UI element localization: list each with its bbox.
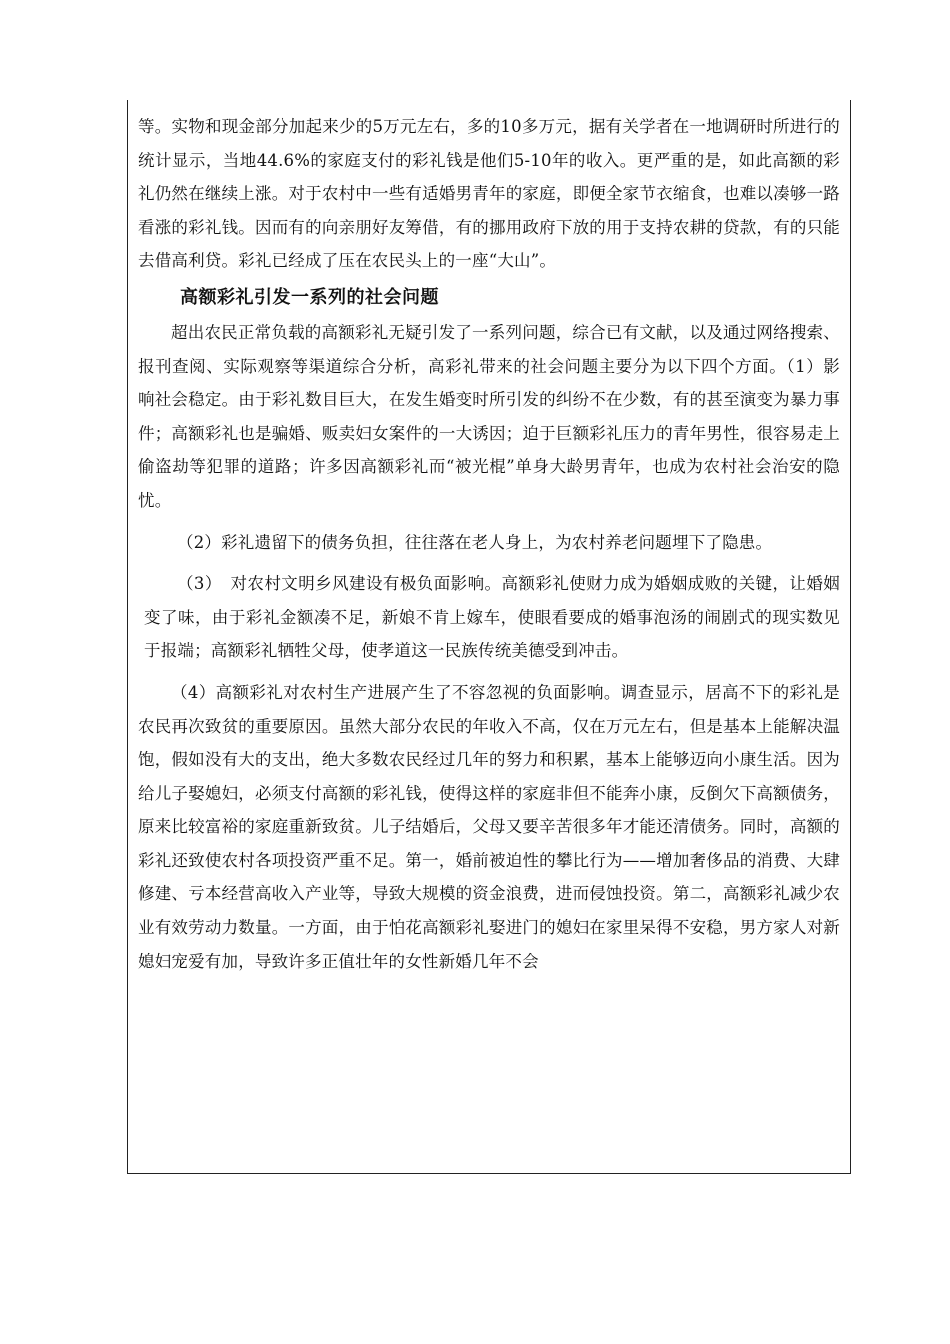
paragraph-point-4: （4）高额彩礼对农村生产进展产生了不容忽视的负面影响。调查显示，居高不下的彩礼是农民再次致贫的重要原因。虽然大部分农民的年收入不高，仅在万元左右，但是基本上能解决温饱，假如没有大的支出，绝大多数农民经过几年的努力和积累，基本上能够迈向小康生活。因为给儿子娶媳妇，必须支付高额的彩礼钱，使得这样的家庭非但不能奔小康，反倒欠下高额债务，原来比较富裕的家庭重新致贫。儿子结婚后，父母又要辛苦很多年才能还清债务。同时，高额的彩礼还致使农村各项投资严重不足。第一，婚前被迫性的攀比行为——增加奢侈品的消费、大肆修建、亏本经营高收入产业等，导致大规模的资金浪费，进而侵蚀投资。第二，高额彩礼减少农业有效劳动力数量。一方面，由于怕花高额彩礼娶进门的媳妇在家里呆得不安稳，男方家人对新媳妇宠爱有加，导致许多正值壮年的女性新婚几年不会 (138, 682, 840, 971)
document-body (138, 110, 840, 978)
paragraph-point-3: （3） 对农村文明乡风建设有极负面影响。高额彩礼使财力成为婚姻成败的关键，让婚姻变了味，由于彩礼金额凑不足，新娘不肯上嫁车，使眼看要成的婚事泡汤的闹剧式的现实数见于报端；高额彩礼牺牲父母，使孝道这一民族传统美德受到冲击。 (144, 574, 840, 661)
paragraph-intro: 超出农民正常负载的高额彩礼无疑引发了一系列问题，综合已有文献，以及通过网络搜索、报刊查阅、实际观察等渠道综合分析，高彩礼带来的社会问题主要分为以下四个方面。（1）影响社会稳定。由于彩礼数目巨大，在发生婚变时所引发的纠纷不在少数，有的甚至演变为暴力事件；高额彩礼也是骗婚、贩卖妇女案件的一大诱因；迫于巨额彩礼压力的青年男性，很容易走上偷盗劫等犯罪的道路；许多因高额彩礼而“被光棍”单身大龄男青年，也成为农村社会治安的隐忧。 (138, 322, 840, 510)
paragraph-continuation: 等。实物和现金部分加起来少的5万元左右，多的10多万元，据有关学者在一地调研时所进行的统计显示，当地44.6%的家庭支付的彩礼钱是他们5-10年的收入。更严重的是，如此高额的彩礼仍然在继续上涨。对于农村中一些有适婚男青年的家庭，即便全家节衣缩食，也难以凑够一路看涨的彩礼钱。因而有的向亲朋好友筹借，有的挪用政府下放的用于支持农耕的贷款，有的只能去借高利贷。彩礼已经成了压在农民头上的一座“大山”。 (138, 117, 840, 271)
section-heading: 高额彩礼引发一系列的社会问题 (180, 286, 439, 308)
paragraph-point-2: （2）彩礼遗留下的债务负担，往往落在老人身上，为农村养老问题埋下了隐患。 (177, 532, 773, 552)
